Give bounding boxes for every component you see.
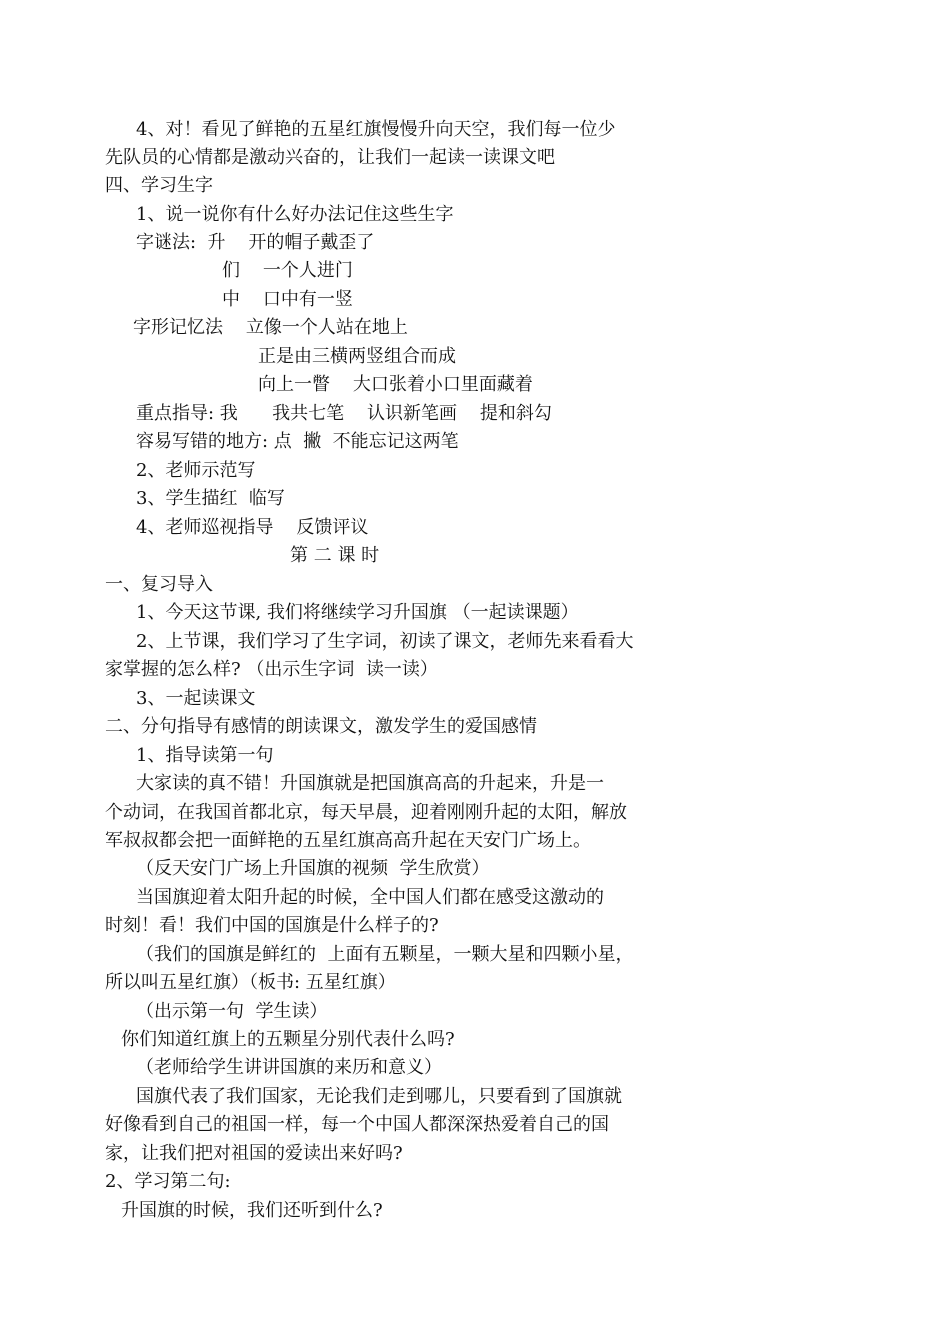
text-line: 字谜法: 升 开的帽子戴歪了: [136, 232, 375, 253]
text-line: 国旗代表了我们国家，无论我们走到哪儿，只要看到了国旗就: [136, 1086, 622, 1107]
text-line: 4、老师巡视指导 反馈评议: [136, 517, 369, 538]
text-line: 1、指导读第一句: [136, 745, 274, 766]
text-line: 大家读的真不错！升国旗就是把国旗高高的升起来，升是一: [136, 773, 604, 794]
text-line: 先队员的心情都是激动兴奋的，让我们一起读一读课文吧: [105, 147, 555, 168]
section-heading: 四、学习生字: [105, 175, 213, 196]
text-line: 3、一起读课文: [136, 688, 256, 709]
text-line: （我们的国旗是鲜红的 上面有五颗星，一颗大星和四颗小星，: [136, 944, 634, 965]
text-line: 容易写错的地方: 点 撇 不能忘记这两笔: [136, 431, 459, 452]
section-heading: 2、学习第二句:: [105, 1171, 231, 1192]
text-line: （出示第一句 学生读）: [136, 1001, 328, 1022]
text-line: 当国旗迎着太阳升起的时候，全中国人们都在感受这激动的: [136, 887, 604, 908]
text-line: 1、今天这节课, 我们将继续学习升国旗 （一起读课题）: [136, 602, 579, 623]
text-line: 字形记忆法 立像一个人站在地上: [133, 317, 408, 338]
text-line: 1、说一说你有什么好办法记住这些生字: [136, 204, 454, 225]
text-line: 好像看到自己的祖国一样，每一个中国人都深深热爱着自己的国: [105, 1114, 609, 1135]
text-line: 4、对！看见了鲜艳的五星红旗慢慢升向天空，我们每一位少: [136, 119, 616, 140]
lesson-heading: 第 二 课 时: [290, 545, 380, 566]
text-line: 家，让我们把对祖国的爱读出来好吗?: [105, 1143, 403, 1164]
text-line: 3、学生描红 临写: [136, 488, 285, 509]
section-heading: 二、分句指导有感情的朗读课文，激发学生的爱国感情: [105, 716, 537, 737]
text-line: 中 口中有一竖: [222, 289, 353, 310]
text-line: 你们知道红旗上的五颗星分别代表什么吗?: [121, 1029, 455, 1050]
text-line: 正是由三横两竖组合而成: [258, 346, 456, 367]
text-line: 时刻！看！我们中国的国旗是什么样子的?: [105, 915, 439, 936]
text-line: （反天安门广场上升国旗的视频 学生欣赏）: [136, 858, 490, 879]
text-line: 2、老师示范写: [136, 460, 256, 481]
text-line: 军叔叔都会把一面鲜艳的五星红旗高高升起在天安门广场上。: [105, 830, 591, 851]
section-heading: 一、复习导入: [105, 574, 213, 595]
text-line: 向上一瞥 大口张着小口里面藏着: [258, 374, 533, 395]
text-line: （老师给学生讲讲国旗的来历和意义）: [136, 1057, 442, 1078]
text-line: 个动词，在我国首都北京，每天早晨，迎着刚刚升起的太阳，解放: [105, 802, 627, 823]
text-line: 重点指导: 我 我共七笔 认识新笔画 提和斜勾: [136, 403, 552, 424]
text-line: 2、上节课，我们学习了生字词，初读了课文，老师先来看看大: [136, 631, 634, 652]
text-line: 升国旗的时候，我们还听到什么?: [121, 1200, 383, 1221]
text-line: 家掌握的怎么样? （出示生字词 读一读）: [105, 659, 438, 680]
text-line: 们 一个人进门: [222, 260, 353, 281]
text-line: 所以叫五星红旗）（板书: 五星红旗）: [105, 972, 396, 993]
